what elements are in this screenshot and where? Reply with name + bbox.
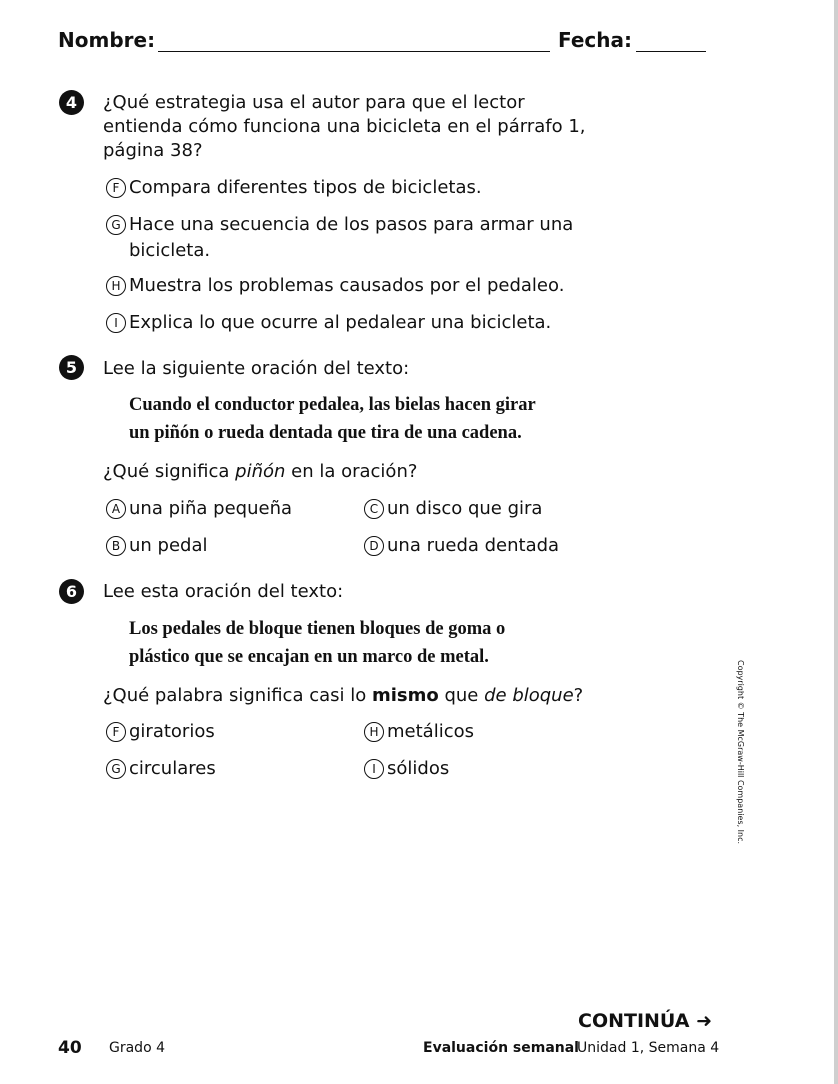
option-letter-bubble[interactable]: I — [106, 313, 126, 333]
answer-option-f[interactable] — [106, 719, 215, 745]
question-4-prompt — [103, 91, 603, 163]
prompt-line: página 38? — [103, 140, 203, 161]
option-letter-bubble[interactable]: G — [106, 215, 126, 235]
grade-label: Grado 4 — [109, 1040, 165, 1056]
question-italic-word: piñón — [235, 461, 286, 482]
question-number-4: 4 — [59, 90, 84, 115]
answer-option-a[interactable] — [106, 496, 292, 522]
option-text: Hace una secuencia de los pasos para armar una bicicleta. — [129, 214, 574, 261]
option-letter-bubble[interactable]: F — [106, 722, 126, 742]
option-letter-bubble[interactable]: H — [106, 276, 126, 296]
assessment-label: Evaluación semanal — [423, 1040, 579, 1056]
copyright-text: Copyright © The McGraw-Hill Companies, Inc. — [736, 660, 745, 845]
answer-option-h[interactable] — [364, 719, 474, 745]
option-text: una piña pequeña — [129, 498, 293, 519]
option-letter-bubble[interactable]: I — [364, 759, 384, 779]
option-letter-bubble[interactable]: F — [106, 178, 126, 198]
page-number: 40 — [58, 1038, 82, 1058]
answer-option-i[interactable] — [106, 310, 551, 336]
option-letter-bubble[interactable]: G — [106, 759, 126, 779]
question-5-quote — [129, 391, 609, 447]
question-6-prompt: Lee esta oración del texto: — [103, 581, 344, 602]
answer-option-b[interactable] — [106, 533, 208, 559]
option-text: Compara diferentes tipos de bicicletas. — [129, 177, 482, 198]
question-text: ¿Qué palabra significa casi lo — [103, 685, 372, 706]
quote-line: Los pedales de bloque tienen bloques de goma o — [129, 619, 506, 639]
option-text: un disco que gira — [387, 498, 543, 519]
answer-option-h[interactable] — [106, 273, 564, 299]
option-text: un pedal — [129, 535, 208, 556]
question-6-quote — [129, 615, 609, 671]
question-text: que — [438, 685, 485, 706]
quote-line: Cuando el conductor pedalea, las bielas hacen girar — [129, 395, 536, 415]
option-text: metálicos — [387, 721, 474, 742]
option-letter-bubble[interactable]: H — [364, 722, 384, 742]
question-bold-word: mismo — [371, 685, 439, 706]
answer-option-c[interactable] — [364, 496, 542, 522]
quote-line: un piñón o rueda dentada que tira de una cadena. — [129, 423, 522, 443]
option-letter-bubble[interactable]: A — [106, 499, 126, 519]
question-number-6: 6 — [59, 579, 84, 604]
option-text: Explica lo que ocurre al pedalear una bicicleta. — [129, 312, 552, 333]
answer-option-d[interactable] — [364, 533, 559, 559]
option-text: Muestra los problemas causados por el pedaleo. — [129, 275, 565, 296]
question-6-question — [103, 684, 623, 708]
answer-option-g[interactable] — [106, 756, 216, 782]
prompt-line: entienda cómo funciona una bicicleta en el párrafo 1, — [103, 116, 586, 137]
question-text: en la oración? — [285, 461, 418, 482]
answer-option-f[interactable] — [106, 175, 482, 201]
question-text: ¿Qué significa — [103, 461, 236, 482]
answer-option-g[interactable] — [106, 212, 586, 264]
date-label: Fecha: — [558, 28, 633, 52]
unit-week-label: Unidad 1, Semana 4 — [577, 1040, 720, 1056]
question-5-question — [103, 460, 603, 484]
page-edge — [834, 0, 838, 1084]
header — [58, 28, 708, 58]
date-line — [636, 51, 706, 52]
question-text: ? — [573, 685, 584, 706]
name-label: Nombre: — [58, 28, 156, 52]
question-number-5: 5 — [59, 355, 84, 380]
option-letter-bubble[interactable]: D — [364, 536, 384, 556]
option-text: una rueda dentada — [387, 535, 560, 556]
answer-option-i[interactable] — [364, 756, 449, 782]
option-text: giratorios — [129, 721, 215, 742]
quote-line: plástico que se encajan en un marco de metal. — [129, 647, 489, 667]
continue-label: CONTINÚA ➜ — [578, 1010, 713, 1032]
option-letter-bubble[interactable]: C — [364, 499, 384, 519]
question-italic-word: de bloque — [484, 685, 574, 706]
option-letter-bubble[interactable]: B — [106, 536, 126, 556]
option-text: sólidos — [387, 758, 450, 779]
option-text: circulares — [129, 758, 216, 779]
name-line — [158, 51, 550, 52]
prompt-line: ¿Qué estrategia usa el autor para que el lector — [103, 92, 525, 113]
question-5-prompt: Lee la siguiente oración del texto: — [103, 358, 410, 379]
